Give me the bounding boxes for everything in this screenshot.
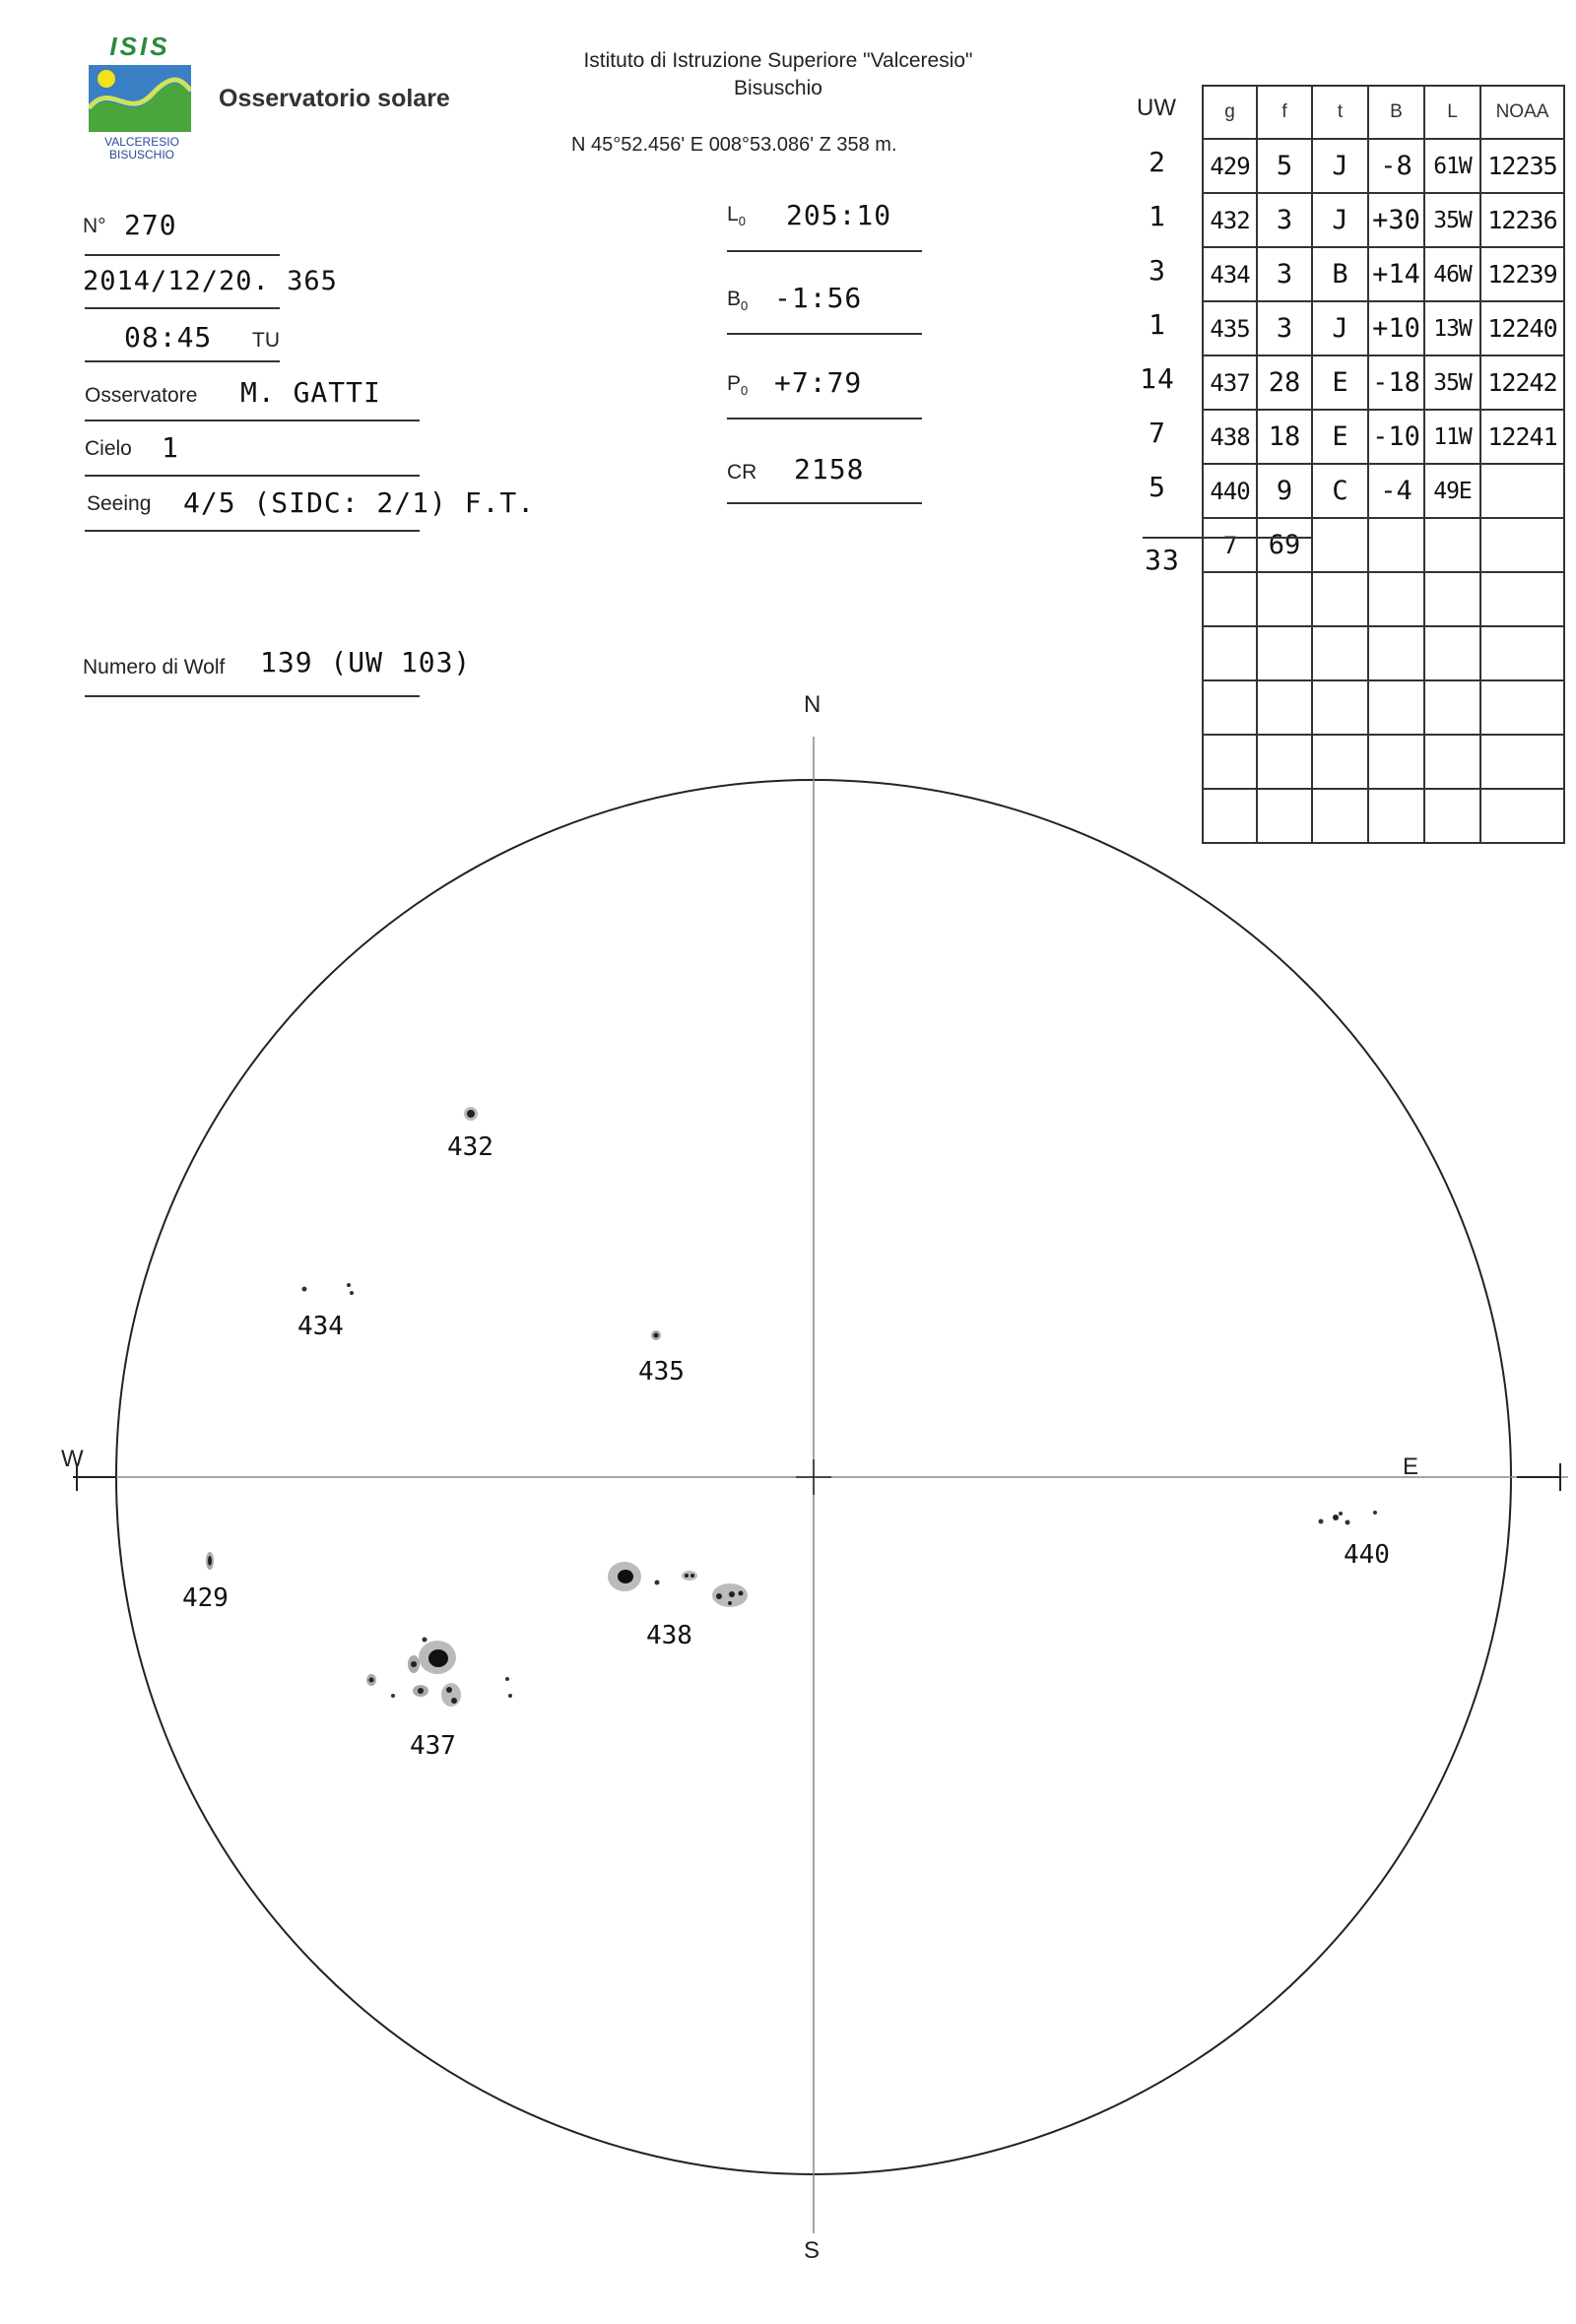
cell-f: 18 (1257, 410, 1312, 464)
l0-label: $L_0$ (727, 203, 746, 229)
uw-value: 7 (1149, 417, 1166, 449)
wolf-number-label: Numero di Wolf (83, 656, 226, 678)
cell-g: 435 (1203, 301, 1257, 355)
column-header-l: L (1424, 86, 1480, 139)
uw-column-header: UW (1137, 95, 1176, 121)
cell-b: -18 (1368, 355, 1424, 410)
cell-noaa: 12239 (1480, 247, 1564, 301)
seeing-label: Seeing (87, 492, 152, 515)
cell-l: 61W (1424, 139, 1480, 193)
logo-subtitle-bisuschio: BISUSCHIO (108, 148, 174, 161)
cell-noaa: 12236 (1480, 193, 1564, 247)
cell-f: 3 (1257, 247, 1312, 301)
cell-l: 11W (1424, 410, 1480, 464)
l0-value: 205:10 (786, 199, 892, 231)
cell-t: J (1312, 301, 1368, 355)
cell-f: 9 (1257, 464, 1312, 518)
observer-label: Osservatore (85, 384, 198, 407)
cell-g: 432 (1203, 193, 1257, 247)
group-label-432: 432 (447, 1132, 493, 1162)
sunspot-group-435 (651, 1330, 661, 1340)
cell-noaa: 12242 (1480, 355, 1564, 410)
cell-f: 5 (1257, 139, 1312, 193)
cell-f: 3 (1257, 193, 1312, 247)
sunspot-group-429 (206, 1552, 214, 1570)
sky-label: Cielo (85, 437, 132, 460)
group-label-434: 434 (297, 1312, 344, 1341)
observer-value: M. GATTI (240, 376, 381, 409)
north-label: N (804, 691, 821, 718)
cell-b: -8 (1368, 139, 1424, 193)
cell-t: E (1312, 410, 1368, 464)
cell-f: 28 (1257, 355, 1312, 410)
sunspot-group-438 (608, 1562, 748, 1607)
cell-noaa: 12240 (1480, 301, 1564, 355)
wolf-number-value: 139 (UW 103) (260, 646, 472, 678)
cell-l: 35W (1424, 355, 1480, 410)
cell-noaa: 12235 (1480, 139, 1564, 193)
p0-value: +7:79 (774, 366, 863, 399)
observatory-coordinates: N 45°52.456' E 008°53.086' Z 358 m. (571, 134, 897, 156)
west-label: W (61, 1446, 84, 1472)
east-label: E (1403, 1453, 1419, 1480)
sunspot-group-440 (1319, 1511, 1378, 1525)
number-label: N° (83, 215, 106, 237)
group-label-437: 437 (410, 1731, 456, 1761)
sunspot-group-437 (366, 1638, 512, 1708)
cell-l: 35W (1424, 193, 1480, 247)
cr-label: CR (727, 461, 757, 484)
institute-name: Istituto di Istruzione Superiore "Valceresio" (583, 49, 973, 72)
cell-g: 438 (1203, 410, 1257, 464)
number-value: 270 (124, 209, 177, 241)
column-header-f: f (1257, 86, 1312, 139)
group-label-440: 440 (1344, 1540, 1390, 1570)
uw-value: 5 (1149, 471, 1166, 503)
uw-value: 3 (1149, 254, 1166, 287)
cr-value: 2158 (794, 453, 865, 485)
cell-b: +30 (1368, 193, 1424, 247)
cell-b: +14 (1368, 247, 1424, 301)
b0-value: -1:56 (774, 282, 863, 314)
b0-label: $B_0$ (727, 288, 749, 314)
south-label: S (804, 2237, 821, 2264)
cell-t: J (1312, 139, 1368, 193)
p0-label: $P_0$ (727, 372, 749, 399)
institute-town: Bisuschio (734, 77, 822, 99)
cell-g: 440 (1203, 464, 1257, 518)
total-uw-value: 33 (1145, 544, 1180, 576)
cell-f: 3 (1257, 301, 1312, 355)
cell-t: C (1312, 464, 1368, 518)
column-header-g: g (1203, 86, 1257, 139)
total-cell-f: 69 (1257, 518, 1312, 572)
cell-t: E (1312, 355, 1368, 410)
column-header-noaa: NOAA (1480, 86, 1564, 139)
cell-g: 437 (1203, 355, 1257, 410)
time-unit: TU (252, 329, 280, 352)
uw-value: 1 (1149, 308, 1166, 341)
group-label-438: 438 (646, 1621, 692, 1650)
sunspot-group-432 (464, 1107, 478, 1121)
cell-l: 49E (1424, 464, 1480, 518)
uw-value: 14 (1140, 362, 1175, 395)
uw-value: 2 (1149, 146, 1166, 178)
cell-b: -10 (1368, 410, 1424, 464)
cell-t: B (1312, 247, 1368, 301)
cell-t: J (1312, 193, 1368, 247)
cell-g: 434 (1203, 247, 1257, 301)
group-label-429: 429 (182, 1583, 229, 1613)
sky-value: 1 (162, 431, 179, 464)
column-header-t: t (1312, 86, 1368, 139)
cell-noaa: 12241 (1480, 410, 1564, 464)
total-cell-g: 7 (1203, 518, 1257, 572)
cell-b: +10 (1368, 301, 1424, 355)
time-value: 08:45 (124, 321, 213, 354)
observatory-title: Osservatorio solare (219, 85, 450, 112)
cell-b: -4 (1368, 464, 1424, 518)
column-header-b: B (1368, 86, 1424, 139)
group-label-435: 435 (638, 1357, 685, 1387)
sunspot-group-434 (302, 1283, 355, 1295)
seeing-value: 4/5 (SIDC: 2/1) F.T. (183, 486, 536, 519)
cell-g: 429 (1203, 139, 1257, 193)
cell-l: 46W (1424, 247, 1480, 301)
date-value: 2014/12/20. 365 (83, 266, 338, 296)
logo-wordmark: ISIS (109, 32, 170, 61)
cell-l: 13W (1424, 301, 1480, 355)
uw-value: 1 (1149, 200, 1166, 232)
logo-subtitle-valceresio: VALCERESIO (104, 135, 179, 149)
